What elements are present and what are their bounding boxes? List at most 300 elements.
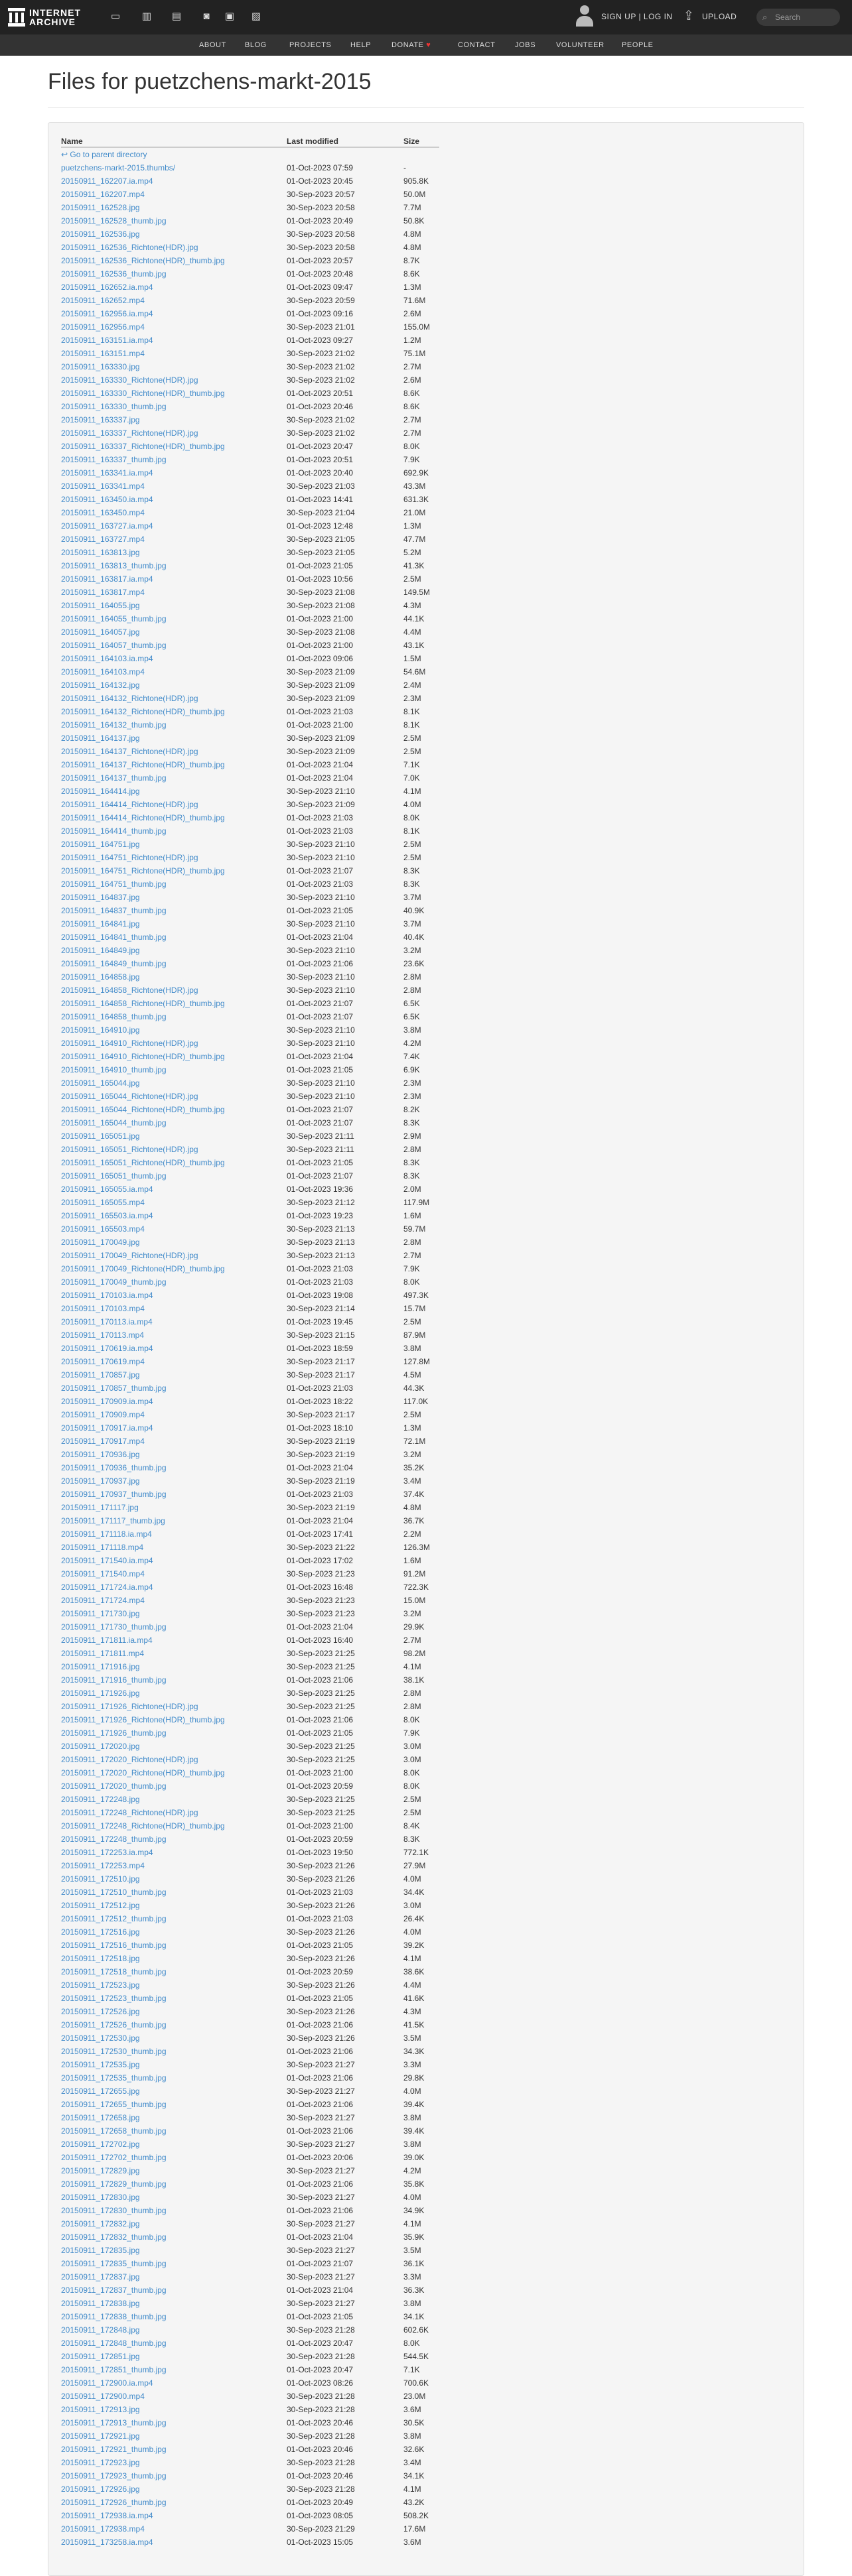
file-modified: 30-Sep-2023 21:02 (287, 428, 355, 438)
file-name-link[interactable]: 20150911_172848.jpg (61, 2325, 140, 2335)
file-name-link[interactable]: 20150911_172829_thumb.jpg (61, 2179, 167, 2189)
file-modified: 01-Oct-2023 21:07 (287, 866, 354, 875)
file-name-link[interactable]: 20150911_162528.jpg (61, 203, 140, 212)
table-row (61, 1010, 439, 1023)
file-name-link[interactable]: 20150911_163337_Richtone(HDR).jpg (61, 428, 198, 438)
file-name-link[interactable]: 20150911_170103.ia.mp4 (61, 1291, 153, 1300)
file-name-link[interactable]: 20150911_173258.ia.mp4 (61, 2538, 153, 2547)
file-name-cell (61, 2323, 287, 2337)
upload-icon[interactable]: ⇪ (683, 9, 695, 23)
nav-help[interactable]: HELP (350, 41, 372, 49)
file-name-link[interactable]: 20150911_164841_thumb.jpg (61, 933, 167, 942)
file-name-link[interactable]: 20150911_164849.jpg (61, 946, 140, 955)
file-name-link[interactable]: 20150911_172851_thumb.jpg (61, 2365, 167, 2374)
file-name-link[interactable]: 20150911_162652.mp4 (61, 296, 145, 305)
file-name-link[interactable]: 20150911_172938.ia.mp4 (61, 2511, 153, 2520)
file-name-cell (61, 665, 287, 678)
file-name-link[interactable]: 20150911_165055.ia.mp4 (61, 1185, 153, 1194)
file-name-link[interactable]: 20150911_170619.mp4 (61, 1357, 145, 1366)
file-name-link[interactable]: 20150911_164132.jpg (61, 680, 140, 690)
file-name-link[interactable]: 20150911_164414_Richtone(HDR).jpg (61, 800, 198, 809)
file-name-link[interactable]: 20150911_162207.mp4 (61, 190, 145, 199)
file-name-link[interactable]: 20150911_172248_Richtone(HDR).jpg (61, 1808, 198, 1817)
file-name-cell (61, 2031, 287, 2045)
file-name-link[interactable]: 20150911_172921.jpg (61, 2431, 140, 2441)
file-name-link[interactable]: 20150911_164103.mp4 (61, 667, 145, 676)
file-size: 2.5M (403, 840, 421, 849)
file-name-link[interactable]: 20150911_170113.mp4 (61, 1330, 145, 1340)
file-name-link[interactable]: 20150911_171811.ia.mp4 (61, 1636, 153, 1645)
file-name-link[interactable]: 20150911_171926.jpg (61, 1689, 140, 1698)
file-name-link[interactable]: 20150911_164137.jpg (61, 734, 140, 743)
file-name-link[interactable]: 20150911_171540.mp4 (61, 1569, 145, 1578)
file-name-link[interactable]: 20150911_170917.ia.mp4 (61, 1423, 153, 1433)
file-name-link[interactable]: 20150911_164103.ia.mp4 (61, 654, 153, 663)
file-size: 7.1K (403, 760, 420, 769)
file-name-link[interactable]: 20150911_164132_Richtone(HDR).jpg (61, 694, 198, 703)
file-name-link[interactable]: 20150911_170857.jpg (61, 1370, 140, 1380)
file-size: 722.3K (403, 1582, 429, 1592)
file-name-link[interactable]: 20150911_164910_thumb.jpg (61, 1065, 167, 1074)
table-row (61, 1912, 439, 1925)
table-row (61, 2018, 439, 2031)
file-name-link[interactable]: 20150911_172851.jpg (61, 2352, 140, 2361)
search-input[interactable] (756, 9, 840, 26)
file-modified: 01-Oct-2023 20:47 (287, 2365, 354, 2374)
file-name-link[interactable]: 20150911_172526.jpg (61, 2007, 140, 2016)
file-name-link[interactable]: 20150911_172923_thumb.jpg (61, 2471, 167, 2480)
file-name-cell (61, 811, 287, 824)
file-name-cell (61, 2058, 287, 2071)
file-name-cell (61, 2124, 287, 2138)
file-name-link[interactable]: 20150911_170049_Richtone(HDR)_thumb.jpg (61, 1264, 225, 1273)
file-name-link[interactable]: 20150911_172837_thumb.jpg (61, 2286, 167, 2295)
file-name-link[interactable]: 20150911_165051_Richtone(HDR)_thumb.jpg (61, 1158, 225, 1167)
file-name-link[interactable]: 20150911_171117.jpg (61, 1503, 139, 1512)
file-name-link[interactable]: 20150911_165044_Richtone(HDR).jpg (61, 1092, 198, 1101)
file-name-link[interactable]: 20150911_172248_thumb.jpg (61, 1835, 167, 1844)
file-name-link[interactable]: 20150911_172921_thumb.jpg (61, 2445, 167, 2454)
table-row (61, 1527, 439, 1541)
table-row (61, 1023, 439, 1037)
audio-icon[interactable]: ◙ (203, 11, 210, 22)
column-modified[interactable]: Last modified (287, 135, 403, 147)
file-name-link[interactable]: 20150911_171730.jpg (61, 1609, 140, 1618)
file-name-link[interactable]: 20150911_172516.jpg (61, 1927, 140, 1937)
file-name-link[interactable]: 20150911_162207.ia.mp4 (61, 176, 153, 186)
file-name-cell (61, 201, 287, 214)
file-name-link[interactable]: 20150911_172655.jpg (61, 2087, 140, 2096)
file-size: 40.4K (403, 933, 425, 942)
file-name-link[interactable]: 20150911_172702_thumb.jpg (61, 2153, 167, 2162)
file-name-link[interactable]: 20150911_162536_thumb.jpg (61, 269, 167, 279)
file-name-link[interactable]: 20150911_164751_thumb.jpg (61, 879, 167, 889)
file-name-link[interactable]: 20150911_170909.ia.mp4 (61, 1397, 153, 1406)
file-name-link[interactable]: 20150911_171926_Richtone(HDR)_thumb.jpg (61, 1715, 225, 1724)
file-size: 3.8M (403, 1344, 421, 1353)
file-name-link[interactable]: 20150911_163450.ia.mp4 (61, 495, 153, 504)
file-name-link[interactable]: 20150911_172020.jpg (61, 1742, 140, 1751)
file-name-cell (61, 2217, 287, 2230)
file-name-link[interactable]: 20150911_162536.jpg (61, 229, 140, 239)
internet-archive-logo[interactable] (8, 5, 121, 29)
file-name-link[interactable]: 20150911_172523_thumb.jpg (61, 1994, 167, 2003)
file-name-cell (61, 851, 287, 864)
file-name-link[interactable]: 20150911_171724.mp4 (61, 1596, 145, 1605)
file-name-link[interactable]: 20150911_170937_thumb.jpg (61, 1490, 167, 1499)
file-modified: 01-Oct-2023 20:59 (287, 1967, 354, 1976)
file-modified: 30-Sep-2023 21:01 (287, 322, 355, 332)
file-name-link[interactable]: 20150911_172938.mp4 (61, 2524, 145, 2534)
file-name-link[interactable]: 20150911_172530.jpg (61, 2033, 140, 2043)
file-name-link[interactable]: 20150911_164137_Richtone(HDR).jpg (61, 747, 198, 756)
file-name-link[interactable]: 20150911_172926_thumb.jpg (61, 2498, 167, 2507)
file-name-link[interactable]: 20150911_171118.ia.mp4 (61, 1529, 152, 1539)
file-name-link[interactable]: 20150911_164055.jpg (61, 601, 140, 610)
file-name-link[interactable]: 20150911_165055.mp4 (61, 1198, 145, 1207)
file-name-link[interactable]: 20150911_164751_Richtone(HDR)_thumb.jpg (61, 866, 225, 875)
file-modified: 01-Oct-2023 20:06 (287, 2153, 354, 2162)
table-row (61, 2509, 439, 2522)
file-name-link[interactable]: 20150911_163341.ia.mp4 (61, 468, 153, 478)
file-name-link[interactable]: 20150911_172020_Richtone(HDR).jpg (61, 1755, 198, 1764)
file-name-link[interactable]: 20150911_170936.jpg (61, 1450, 140, 1459)
file-name-link[interactable]: 20150911_172658.jpg (61, 2113, 140, 2122)
file-name-link[interactable]: 20150911_172518.jpg (61, 1954, 140, 1963)
file-name-link[interactable]: 20150911_165051_Richtone(HDR).jpg (61, 1145, 198, 1154)
file-name-link[interactable]: 20150911_164910_Richtone(HDR).jpg (61, 1039, 198, 1048)
nav-jobs[interactable]: JOBS (515, 41, 536, 49)
table-row (61, 201, 439, 214)
file-name-cell (61, 931, 287, 944)
texts-icon[interactable]: ▥ (141, 11, 152, 22)
file-name-link[interactable]: 20150911_172020_Richtone(HDR)_thumb.jpg (61, 1768, 225, 1777)
file-size: 7.9K (403, 1728, 420, 1738)
file-name-cell (61, 1753, 287, 1766)
file-modified: 01-Oct-2023 18:22 (287, 1397, 354, 1406)
file-name-cell (61, 546, 287, 559)
file-name-link[interactable]: 20150911_172526_thumb.jpg (61, 2020, 167, 2029)
file-name-link[interactable]: 20150911_163450.mp4 (61, 508, 145, 517)
file-name-cell (61, 2376, 287, 2390)
file-size: 36.1K (403, 2259, 425, 2268)
file-name-link[interactable]: 20150911_163337_Richtone(HDR)_thumb.jpg (61, 442, 225, 451)
file-name-link[interactable]: 20150911_165044_thumb.jpg (61, 1118, 167, 1127)
file-name-link[interactable]: 20150911_163330_Richtone(HDR).jpg (61, 375, 198, 385)
file-name-link[interactable]: 20150911_172248.jpg (61, 1795, 140, 1804)
file-name-link[interactable]: 20150911_172535_thumb.jpg (61, 2073, 167, 2083)
file-size: 3.8M (403, 2431, 421, 2441)
file-name-link[interactable]: 20150911_171117_thumb.jpg (61, 1516, 165, 1525)
file-name-link[interactable]: 20150911_163337.jpg (61, 415, 140, 424)
user-avatar-icon[interactable] (575, 4, 594, 28)
file-name-link[interactable]: 20150911_163337_thumb.jpg (61, 455, 167, 464)
file-name-link[interactable]: 20150911_163330_thumb.jpg (61, 402, 167, 411)
file-name-link[interactable]: 20150911_172900.mp4 (61, 2392, 145, 2401)
file-name-cell (61, 2536, 287, 2549)
file-name-link[interactable]: 20150911_172516_thumb.jpg (61, 1941, 167, 1950)
file-modified: 30-Sep-2023 21:19 (287, 1437, 355, 1446)
file-name-link[interactable]: 20150911_172830_thumb.jpg (61, 2206, 167, 2215)
file-size: 8.6K (403, 389, 420, 398)
file-name-link[interactable]: 20150911_164910_Richtone(HDR)_thumb.jpg (61, 1052, 225, 1061)
file-name-link[interactable]: 20150911_172523.jpg (61, 1980, 140, 1990)
file-name-link[interactable]: 20150911_172832_thumb.jpg (61, 2232, 167, 2242)
file-name-link[interactable]: 20150911_164137_Richtone(HDR)_thumb.jpg (61, 760, 225, 769)
file-name-link[interactable]: 20150911_172835.jpg (61, 2246, 140, 2255)
file-modified: 01-Oct-2023 19:50 (287, 1848, 354, 1857)
file-name-link[interactable]: 20150911_164910.jpg (61, 1025, 140, 1035)
upload-link[interactable]: UPLOAD (702, 12, 737, 21)
file-name-link[interactable]: 20150911_164057.jpg (61, 627, 140, 637)
table-row (61, 944, 439, 957)
file-name-cell (61, 161, 287, 174)
file-name-link[interactable]: 20150911_172926.jpg (61, 2484, 140, 2494)
file-name-link[interactable]: 20150911_162528_thumb.jpg (61, 216, 167, 225)
file-size: 3.8M (403, 1025, 421, 1035)
file-modified: 30-Sep-2023 21:25 (287, 1808, 355, 1817)
table-row (61, 1501, 439, 1514)
table-row (61, 440, 439, 453)
file-name-link[interactable]: 20150911_170937.jpg (61, 1476, 140, 1486)
file-size: 2.8M (403, 1702, 421, 1711)
file-modified: 30-Sep-2023 21:14 (287, 1304, 355, 1313)
file-name-link[interactable]: 20150911_164751.jpg (61, 840, 140, 849)
file-modified: 01-Oct-2023 21:06 (287, 2126, 354, 2136)
file-name-link[interactable]: 20150911_170113.ia.mp4 (61, 1317, 153, 1326)
page-title: Files for puetzchens-markt-2015 (48, 69, 372, 94)
nav-donate[interactable] (391, 41, 431, 49)
file-name-cell (61, 2297, 287, 2310)
file-modified: 01-Oct-2023 20:47 (287, 2339, 354, 2348)
file-name-link[interactable]: 20150911_172655_thumb.jpg (61, 2100, 167, 2109)
file-name-link[interactable]: 20150911_172830.jpg (61, 2193, 140, 2202)
file-name-link[interactable]: 20150911_164137_thumb.jpg (61, 773, 167, 783)
nav-blog[interactable]: BLOG (245, 41, 267, 49)
file-name-link[interactable]: 20150911_163341.mp4 (61, 482, 145, 491)
file-name-link[interactable]: 20150911_172913.jpg (61, 2405, 140, 2414)
file-name-link[interactable]: 20150911_172510_thumb.jpg (61, 1888, 167, 1897)
file-name-cell (61, 864, 287, 877)
file-name-link[interactable]: 20150911_164849_thumb.jpg (61, 959, 167, 968)
file-name-link[interactable]: 20150911_163813_thumb.jpg (61, 561, 167, 570)
file-name-link[interactable]: 20150911_162956.mp4 (61, 322, 145, 332)
file-name-link[interactable]: 20150911_164132_thumb.jpg (61, 720, 167, 730)
file-size: 36.3K (403, 2286, 425, 2295)
file-name-link[interactable]: 20150911_172518_thumb.jpg (61, 1967, 167, 1976)
file-name-link[interactable]: 20150911_170049.jpg (61, 1238, 140, 1247)
file-name-link[interactable]: 20150911_170619.ia.mp4 (61, 1344, 153, 1353)
file-name-link[interactable]: 20150911_164414_thumb.jpg (61, 826, 167, 836)
table-row (61, 1594, 439, 1607)
file-name-link[interactable]: 20150911_165503.mp4 (61, 1224, 145, 1234)
file-modified: 30-Sep-2023 21:28 (287, 2405, 355, 2414)
file-name-link[interactable]: 20150911_171926_thumb.jpg (61, 1728, 167, 1738)
file-name-link[interactable]: 20150911_172900.ia.mp4 (61, 2378, 153, 2388)
file-size: 8.7K (403, 256, 420, 265)
file-name-cell (61, 2191, 287, 2204)
images-icon[interactable]: ▨ (251, 11, 261, 22)
file-name-link[interactable]: 20150911_163817.mp4 (61, 588, 145, 597)
file-name-link[interactable]: 20150911_172837.jpg (61, 2272, 140, 2282)
file-name-link[interactable]: 20150911_172923.jpg (61, 2458, 140, 2467)
file-size: 6.5K (403, 999, 420, 1008)
file-name-link[interactable]: 20150911_171811.mp4 (61, 1649, 145, 1658)
nav-about[interactable]: ABOUT (199, 41, 226, 49)
file-name-link[interactable]: 20150911_164414.jpg (61, 787, 140, 796)
software-icon[interactable]: ▣ (224, 11, 235, 22)
file-modified: 01-Oct-2023 09:06 (287, 654, 354, 663)
file-size: 4.4M (403, 627, 421, 637)
nav-projects[interactable]: PROJECTS (289, 41, 332, 49)
file-name-link[interactable]: 20150911_172838_thumb.jpg (61, 2312, 167, 2321)
table-row (61, 1474, 439, 1488)
file-name-link[interactable]: 20150911_170909.mp4 (61, 1410, 145, 1419)
file-name-link[interactable]: 20150911_172020_thumb.jpg (61, 1781, 167, 1791)
file-name-link[interactable]: 20150911_165051.jpg (61, 1131, 140, 1141)
signup-login-link[interactable]: SIGN UP | LOG IN (601, 12, 673, 21)
file-modified: 30-Sep-2023 21:03 (287, 482, 355, 491)
file-name-link[interactable]: 20150911_165051_thumb.jpg (61, 1171, 167, 1181)
file-name-link[interactable]: 20150911_170857_thumb.jpg (61, 1384, 167, 1393)
file-name-link[interactable]: 20150911_165503.ia.mp4 (61, 1211, 153, 1220)
file-name-link[interactable]: 20150911_170103.mp4 (61, 1304, 145, 1313)
file-name-link[interactable]: 20150911_163817.ia.mp4 (61, 574, 153, 584)
table-row (61, 2403, 439, 2416)
file-name-link[interactable]: 20150911_172512.jpg (61, 1901, 140, 1910)
file-name-link[interactable]: 20150911_162536_Richtone(HDR)_thumb.jpg (61, 256, 225, 265)
file-name-link[interactable]: 20150911_164858_Richtone(HDR)_thumb.jpg (61, 999, 225, 1008)
file-name-link[interactable]: 20150911_163813.jpg (61, 548, 140, 557)
logo-line-1: INTERNET (29, 7, 81, 18)
file-size: 50.0M (403, 190, 426, 199)
file-name-link[interactable]: 20150911_164858.jpg (61, 972, 140, 982)
file-size: 41.3K (403, 561, 425, 570)
file-name-link[interactable]: 20150911_163330.jpg (61, 362, 140, 371)
file-name-link[interactable]: 20150911_172832.jpg (61, 2219, 140, 2228)
file-name-link[interactable]: 20150911_172835_thumb.jpg (61, 2259, 167, 2268)
column-name[interactable]: Name (61, 135, 287, 147)
file-name-link[interactable]: 20150911_163727.ia.mp4 (61, 521, 153, 531)
file-modified: 01-Oct-2023 09:47 (287, 283, 354, 292)
file-name-link[interactable]: 20150911_171926_Richtone(HDR).jpg (61, 1702, 198, 1711)
file-modified: 01-Oct-2023 20:59 (287, 1781, 354, 1791)
file-name-link[interactable]: 20150911_164751_Richtone(HDR).jpg (61, 853, 198, 862)
table-row (61, 1819, 439, 1833)
file-name-cell (61, 625, 287, 639)
video-icon[interactable]: ▤ (171, 11, 182, 22)
file-name-link[interactable]: 20150911_172829.jpg (61, 2166, 140, 2175)
nav-contact[interactable]: CONTACT (458, 41, 496, 49)
file-name-cell (61, 2111, 287, 2124)
nav-people[interactable]: PEOPLE (622, 41, 654, 49)
file-name-link[interactable]: puetzchens-markt-2015.thumbs/ (61, 163, 176, 172)
file-modified: 30-Sep-2023 21:10 (287, 972, 355, 982)
file-name-cell (61, 1488, 287, 1501)
file-name-link[interactable]: 20150911_172658_thumb.jpg (61, 2126, 167, 2136)
file-name-link[interactable]: 20150911_172848_thumb.jpg (61, 2339, 167, 2348)
file-name-link[interactable]: 20150911_171118.mp4 (61, 1543, 144, 1552)
file-name-link[interactable]: 20150911_172702.jpg (61, 2140, 140, 2149)
file-name-cell (61, 214, 287, 227)
parent-directory-link[interactable] (61, 150, 147, 159)
table-row (61, 281, 439, 294)
table-row (61, 320, 439, 334)
file-name-link[interactable]: 20150911_171724.ia.mp4 (61, 1582, 153, 1592)
file-name-link[interactable]: 20150911_172530_thumb.jpg (61, 2047, 167, 2056)
file-name-link[interactable]: 20150911_164414_Richtone(HDR)_thumb.jpg (61, 813, 225, 822)
file-name-link[interactable]: 20150911_162956.ia.mp4 (61, 309, 153, 318)
table-row (61, 572, 439, 586)
column-size[interactable]: Size (403, 135, 439, 147)
file-name-link[interactable]: 20150911_163151.mp4 (61, 349, 145, 358)
file-name-cell (61, 1010, 287, 1023)
file-name-cell (61, 1222, 287, 1236)
file-modified: 01-Oct-2023 21:04 (287, 933, 354, 942)
table-row (61, 1090, 439, 1103)
file-size: 1.6M (403, 1211, 421, 1220)
file-name-cell (61, 1328, 287, 1342)
file-name-link[interactable]: 20150911_171916_thumb.jpg (61, 1675, 167, 1685)
file-name-link[interactable]: 20150911_170049_Richtone(HDR).jpg (61, 1251, 198, 1260)
file-name-link[interactable]: 20150911_164858_Richtone(HDR).jpg (61, 986, 198, 995)
table-row (61, 360, 439, 373)
file-name-link[interactable]: 20150911_165044.jpg (61, 1078, 140, 1088)
file-name-link[interactable]: 20150911_172248_Richtone(HDR)_thumb.jpg (61, 1821, 225, 1831)
table-row (61, 904, 439, 917)
table-row (61, 1435, 439, 1448)
file-size: 4.5M (403, 1370, 421, 1380)
file-name-link[interactable]: 20150911_171916.jpg (61, 1662, 140, 1671)
file-name-link[interactable]: 20150911_170917.mp4 (61, 1437, 145, 1446)
file-name-link[interactable]: 20150911_172512_thumb.jpg (61, 1914, 167, 1923)
file-name-link[interactable]: 20150911_172838.jpg (61, 2299, 140, 2308)
file-name-link[interactable]: 20150911_172913_thumb.jpg (61, 2418, 167, 2427)
table-row (61, 1222, 439, 1236)
file-name-link[interactable]: 20150911_164055_thumb.jpg (61, 614, 167, 623)
file-name-link[interactable]: 20150911_163151.ia.mp4 (61, 336, 153, 345)
file-name-link[interactable]: 20150911_164837.jpg (61, 893, 140, 902)
file-name-link[interactable]: 20150911_172510.jpg (61, 1874, 140, 1884)
file-modified: 01-Oct-2023 21:03 (287, 1490, 354, 1499)
file-name-cell (61, 281, 287, 294)
file-name-link[interactable]: 20150911_170936_thumb.jpg (61, 1463, 167, 1472)
file-name-link[interactable]: 20150911_163330_Richtone(HDR)_thumb.jpg (61, 389, 225, 398)
file-name-link[interactable]: 20150911_171540.ia.mp4 (61, 1556, 153, 1565)
file-name-link[interactable]: 20150911_162536_Richtone(HDR).jpg (61, 243, 198, 252)
nav-volunteer[interactable]: VOLUNTEER (556, 41, 604, 49)
file-name-link[interactable]: 20150911_165044_Richtone(HDR)_thumb.jpg (61, 1105, 225, 1114)
file-name-cell (61, 904, 287, 917)
file-name-link[interactable]: 20150911_162652.ia.mp4 (61, 283, 153, 292)
file-name-link[interactable]: 20150911_164841.jpg (61, 919, 140, 929)
file-name-cell (61, 1023, 287, 1037)
file-name-link[interactable]: 20150911_164132_Richtone(HDR)_thumb.jpg (61, 707, 225, 716)
file-name-link[interactable]: 20150911_172253.ia.mp4 (61, 1848, 153, 1857)
file-name-link[interactable]: 20150911_170049_thumb.jpg (61, 1277, 167, 1287)
table-row (61, 1620, 439, 1634)
file-name-link[interactable]: 20150911_164057_thumb.jpg (61, 641, 167, 650)
file-name-link[interactable]: 20150911_171730_thumb.jpg (61, 1622, 167, 1632)
file-name-cell (61, 917, 287, 931)
file-name-link[interactable]: 20150911_164858_thumb.jpg (61, 1012, 167, 1021)
file-name-link[interactable]: 20150911_163727.mp4 (61, 535, 145, 544)
file-name-link[interactable]: 20150911_172535.jpg (61, 2060, 140, 2069)
file-name-link[interactable]: 20150911_164837_thumb.jpg (61, 906, 167, 915)
file-name-link[interactable]: 20150911_172253.mp4 (61, 1861, 145, 1870)
file-size: 155.0M (403, 322, 431, 332)
web-icon[interactable]: ▭ (110, 11, 121, 22)
